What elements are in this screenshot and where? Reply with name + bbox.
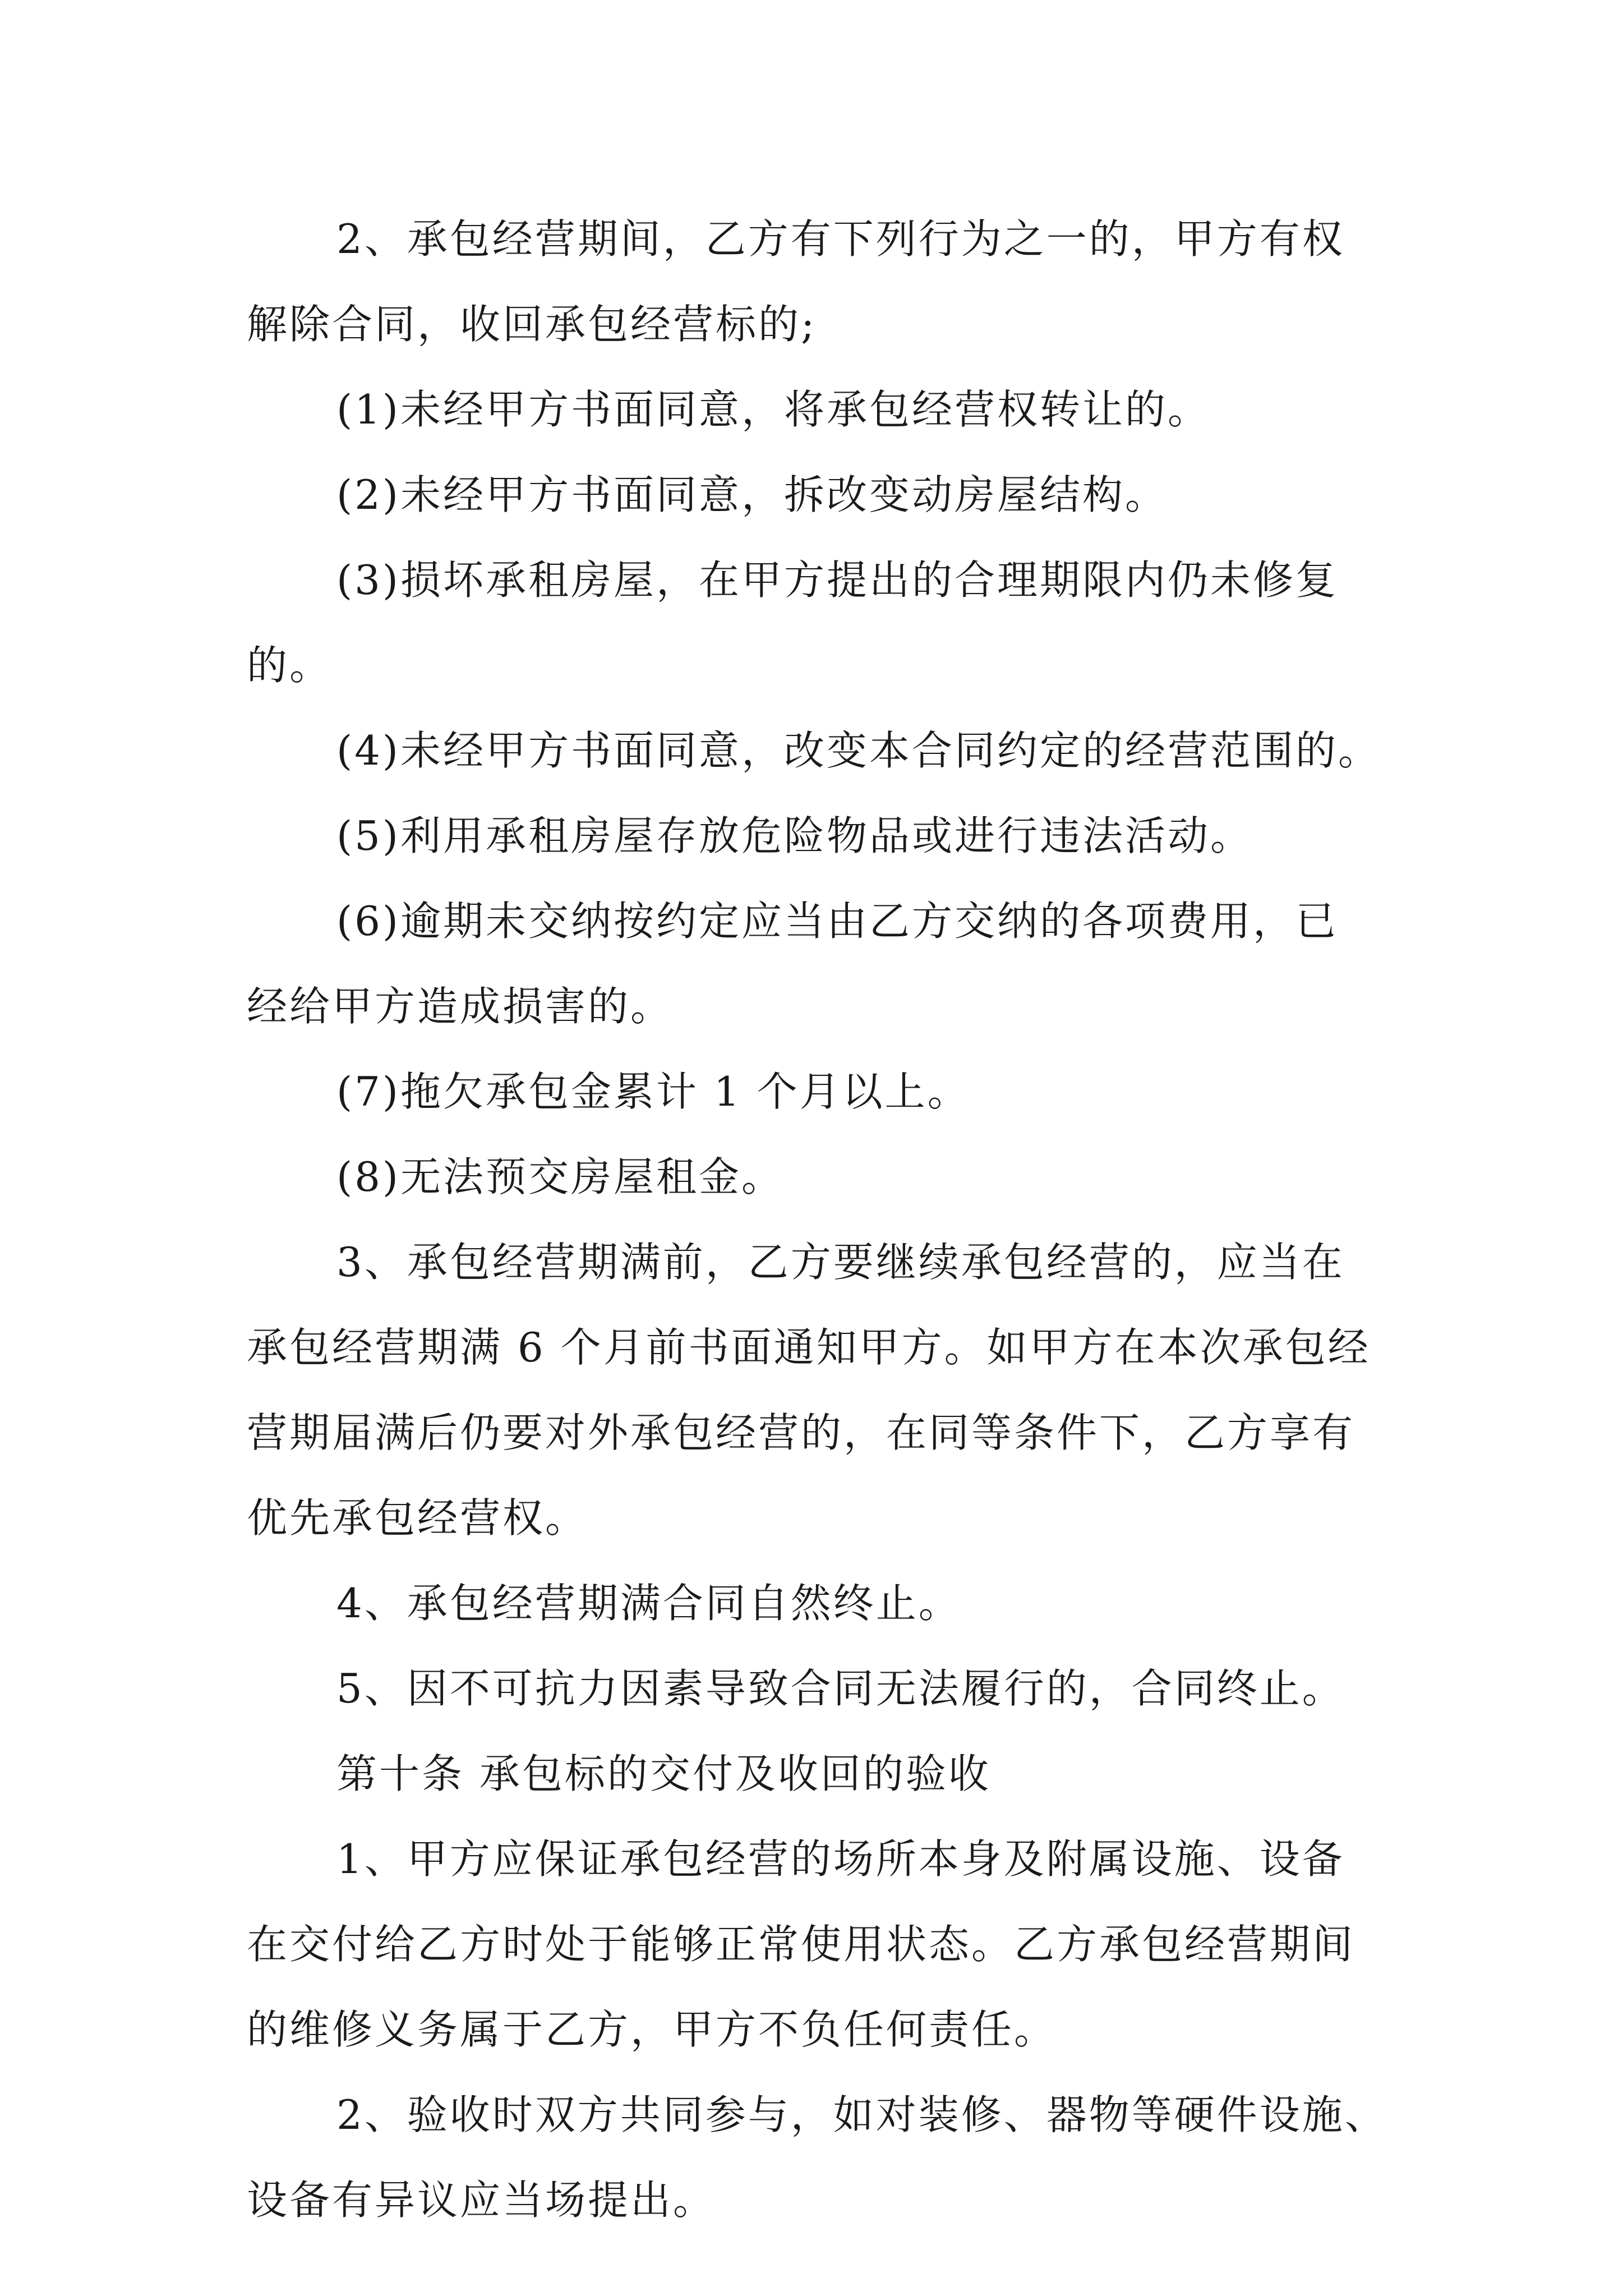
paragraph-item-3 bbox=[247, 537, 1413, 708]
paragraph-item-8 bbox=[247, 1134, 1413, 1220]
text-line: 第十条 承包标的交付及收回的验收 bbox=[336, 1750, 991, 1797]
text-line: 的。 bbox=[247, 642, 333, 689]
paragraph-article-10-item-2 bbox=[247, 2072, 1413, 2243]
text-line: 在交付给乙方时处于能够正常使用状态。乙方承包经营期间 bbox=[247, 1921, 1355, 1968]
text-line: (8)无法预交房屋租金。 bbox=[336, 1153, 784, 1200]
text-line: 4、承包经营期满合同自然终止。 bbox=[336, 1580, 961, 1627]
paragraph-item-2 bbox=[247, 452, 1413, 537]
text-line: 优先承包经营权。 bbox=[247, 1494, 588, 1542]
text-line: (4)未经甲方书面同意，改变本合同约定的经营范围的。 bbox=[336, 727, 1381, 774]
text-line: 2、承包经营期间，乙方有下列行为之一的，甲方有权 bbox=[336, 215, 1345, 263]
text-line: (1)未经甲方书面同意，将承包经营权转让的。 bbox=[336, 386, 1210, 433]
text-line: (6)逾期未交纳按约定应当由乙方交纳的各项费用，已 bbox=[336, 898, 1338, 945]
text-line: 2、验收时双方共同参与，如对装修、器物等硬件设施、 bbox=[336, 2091, 1387, 2138]
text-line: (7)拖欠承包金累计 1 个月以上。 bbox=[336, 1068, 970, 1115]
text-line: (3)损坏承租房屋，在甲方提出的合理期限内仍未修复 bbox=[336, 556, 1338, 604]
paragraph-clause-2-termination bbox=[247, 196, 1413, 367]
text-line: (5)利用承租房屋存放危险物品或进行违法活动。 bbox=[336, 812, 1253, 859]
paragraph-article-10-item-1 bbox=[247, 1816, 1413, 2072]
text-line: 的维修义务属于乙方，甲方不负任何责任。 bbox=[247, 2006, 1057, 2053]
paragraph-item-5 bbox=[247, 793, 1413, 878]
section-heading-article-10 bbox=[247, 1731, 1413, 1816]
text-line: 经给甲方造成损害的。 bbox=[247, 983, 674, 1030]
text-line: 营期届满后仍要对外承包经营的，在同等条件下，乙方享有 bbox=[247, 1409, 1355, 1456]
text-line: 设备有异议应当场提出。 bbox=[247, 2177, 716, 2224]
text-line: 解除合同，收回承包经营标的; bbox=[247, 301, 817, 348]
text-line: 3、承包经营期满前，乙方要继续承包经营的，应当在 bbox=[336, 1239, 1345, 1286]
text-line: 5、因不可抗力因素导致合同无法履行的，合同终止。 bbox=[336, 1665, 1345, 1712]
paragraph-item-1 bbox=[247, 367, 1413, 452]
text-line: 1、甲方应保证承包经营的场所本身及附属设施、设备 bbox=[336, 1835, 1345, 1883]
paragraph-item-6 bbox=[247, 878, 1413, 1049]
text-line: 承包经营期满 6 个月前书面通知甲方。如甲方在本次承包经 bbox=[247, 1324, 1371, 1371]
text-line: (2)未经甲方书面同意，拆改变动房屋结构。 bbox=[336, 471, 1168, 518]
paragraph-clause-4-expiry bbox=[247, 1561, 1413, 1646]
paragraph-clause-3-renewal bbox=[247, 1220, 1413, 1561]
paragraph-item-4 bbox=[247, 708, 1413, 793]
paragraph-item-7 bbox=[247, 1049, 1413, 1134]
paragraph-clause-5-force-majeure bbox=[247, 1646, 1413, 1731]
document-body bbox=[247, 196, 1413, 2243]
